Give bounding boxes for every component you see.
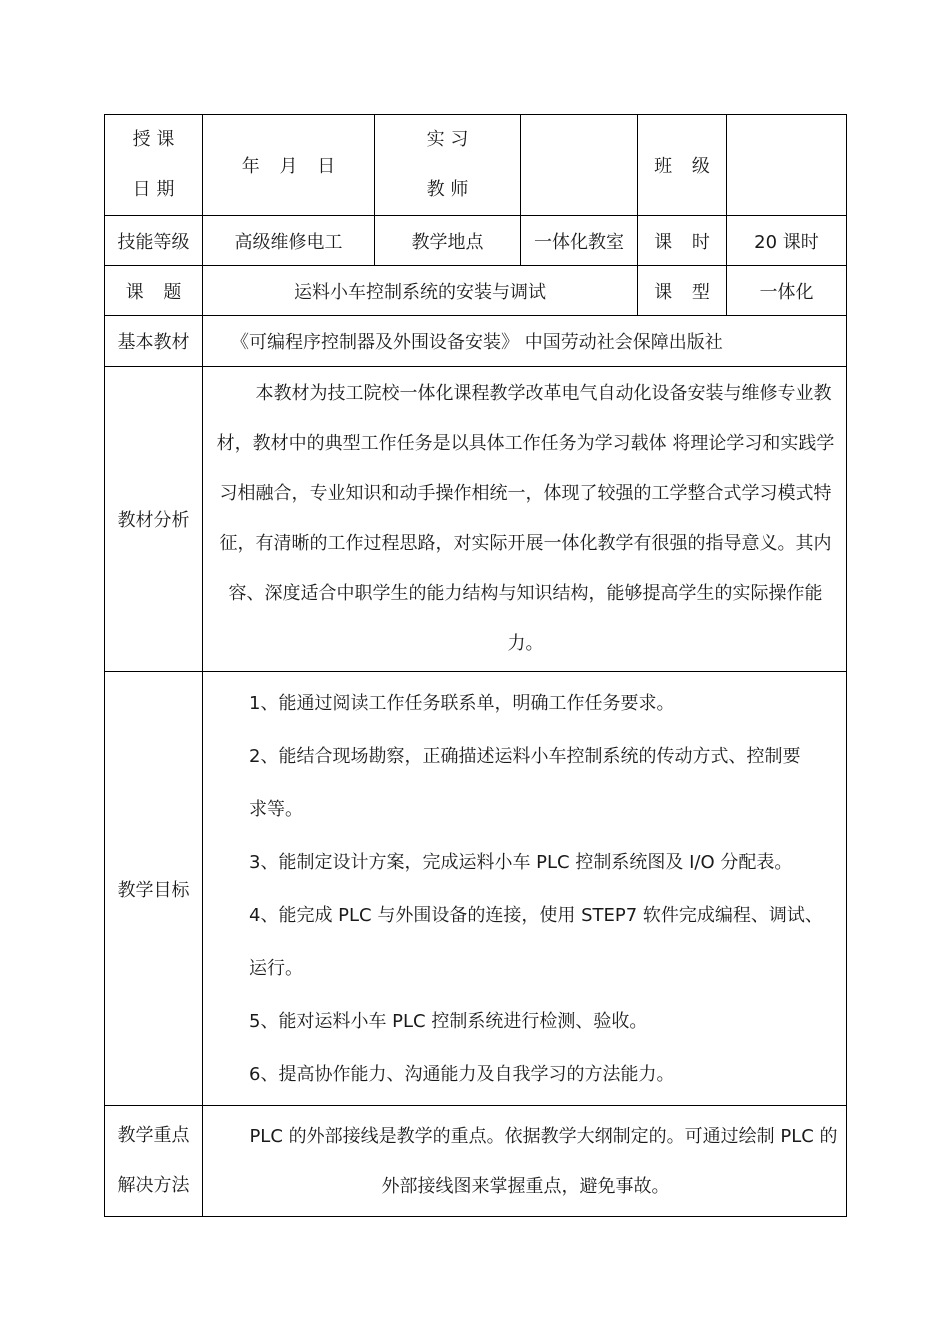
- place-value: 一体化教室: [521, 216, 638, 266]
- keypoints-label-line2: 解决方法: [117, 1175, 190, 1196]
- goals-label: 教学目标: [105, 672, 203, 1106]
- row-keypoints: [105, 1106, 847, 1217]
- place-label: 教学地点: [375, 216, 521, 266]
- goal-item: 6、提高协作能力、沟通能力及自我学习的方法能力。: [249, 1063, 675, 1085]
- keypoints-text-cell: [203, 1106, 847, 1217]
- date-label-line2: 日 期: [132, 179, 175, 200]
- keypoints-text: PLC 的外部接线是教学的重点。依据教学大纲制定的。可通过绘制 PLC 的外部接线图来掌握重点，避免事故。: [249, 1126, 838, 1197]
- date-value: 年 月 日: [241, 156, 336, 177]
- analysis-label: 教材分析: [105, 367, 203, 672]
- teacher-label-cell: [375, 115, 521, 216]
- type-label: 课 型: [638, 266, 727, 316]
- row-topic: [105, 266, 847, 316]
- class-label-cell: [638, 115, 727, 216]
- hours-value: 20 课时: [727, 216, 847, 266]
- date-label-cell: [105, 115, 203, 216]
- skill-label: 技能等级: [105, 216, 203, 266]
- date-label-line1: 授 课: [132, 129, 175, 150]
- keypoints-label-line1: 教学重点: [117, 1125, 190, 1146]
- goal-item-continued: 求等。: [249, 798, 303, 820]
- analysis-text: 本教材为技工院校一体化课程教学改革电气自动化设备安装与维修专业教材，教材中的典型工作任务是以具体工作任务为学习载体 将理论学习和实践学习相融合，专业知识和动手操作相统一，体现了较强的工学整合式学习模式特征，有清晰的工作过程思路，对实际开展一体化教学有很强的指导意义。其内容、深度适合中职学生的能力结构与知识结构，能够提高学生的实际操作能力。: [216, 383, 835, 654]
- analysis-text-cell: [203, 367, 847, 672]
- lesson-plan-table: [104, 114, 847, 1217]
- class-label: 班 级: [654, 156, 710, 177]
- topic-value: 运料小车控制系统的安装与调试: [203, 266, 638, 316]
- teacher-value-cell: [521, 115, 638, 216]
- topic-label: 课 题: [105, 266, 203, 316]
- goal-item: 1、能通过阅读工作任务联系单，明确工作任务要求。: [249, 692, 675, 714]
- type-value: 一体化: [727, 266, 847, 316]
- textbook-value-cell: [203, 316, 847, 367]
- row-textbook: [105, 316, 847, 367]
- goal-item: 3、能制定设计方案，完成运料小车 PLC 控制系统图及 I/O 分配表。: [249, 851, 793, 873]
- keypoints-label-cell: [105, 1106, 203, 1217]
- teacher-label-line1: 实 习: [426, 129, 469, 150]
- row-goals: [105, 672, 847, 1106]
- row-skill: [105, 216, 847, 266]
- teacher-label-line2: 教 师: [426, 179, 469, 200]
- textbook-value: 《可编程序控制器及外围设备安装》 中国劳动社会保障出版社: [231, 332, 723, 353]
- goal-item: 4、能完成 PLC 与外围设备的连接，使用 STEP7 软件完成编程、调试、: [249, 904, 823, 926]
- goals-list: [203, 672, 847, 1106]
- hours-label: 课 时: [638, 216, 727, 266]
- row-analysis: [105, 367, 847, 672]
- goal-item: 2、能结合现场勘察，正确描述运料小车控制系统的传动方式、控制要: [249, 745, 801, 767]
- row-date: [105, 115, 847, 216]
- goal-item: 5、能对运料小车 PLC 控制系统进行检测、验收。: [249, 1010, 648, 1032]
- date-value-cell: [203, 115, 375, 216]
- class-value-cell: [727, 115, 847, 216]
- textbook-label: 基本教材: [105, 316, 203, 367]
- skill-value: 高级维修电工: [203, 216, 375, 266]
- goal-item-continued: 运行。: [249, 957, 303, 979]
